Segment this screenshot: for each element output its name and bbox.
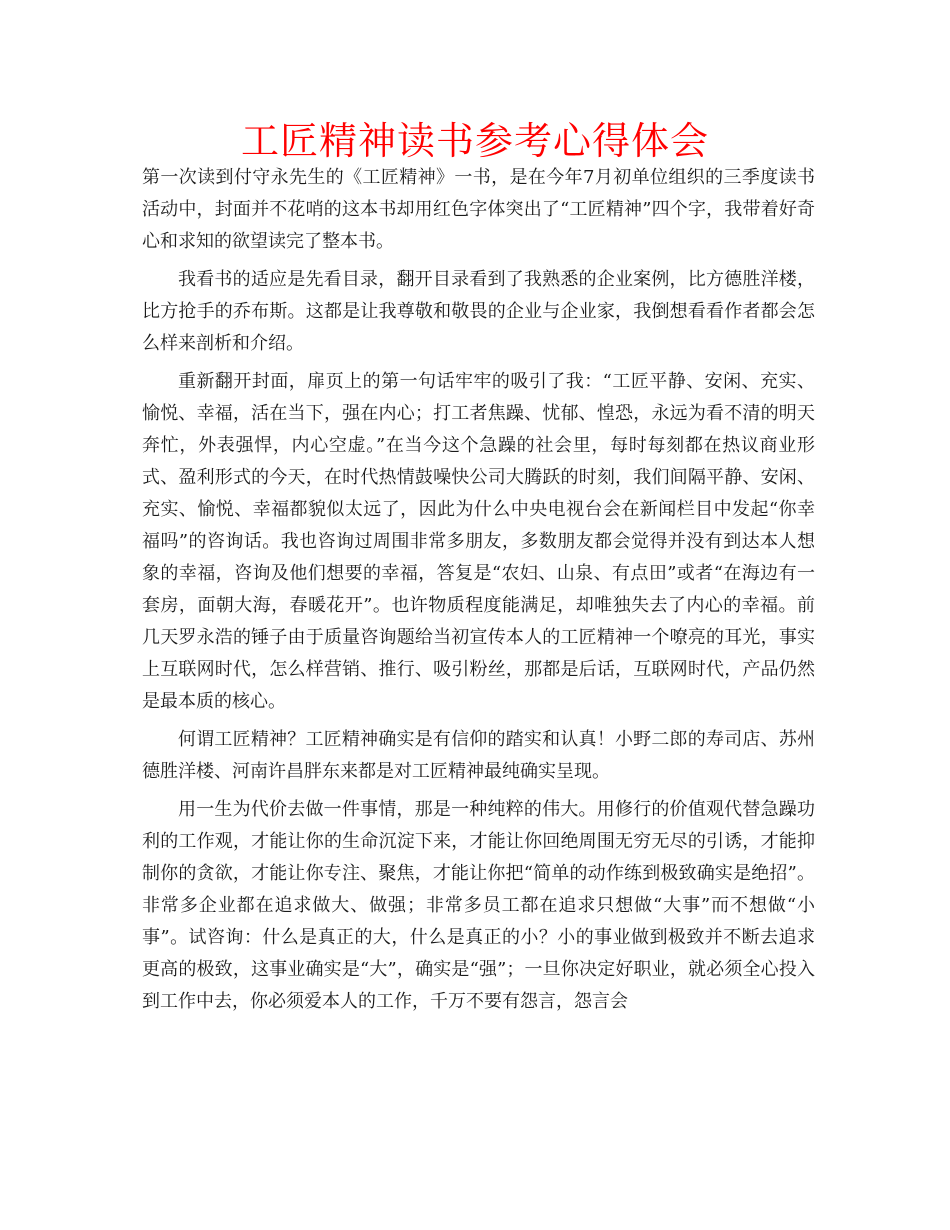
paragraph-5: 用一生为代价去做一件事情，那是一种纯粹的伟大。用修行的价值观代替急躁功利的工作观，才能让你的生命沉淀下来，才能让你回绝周围无穷无尽的引诱，才能抑制你的贪欲，才能让你专注、聚焦，才能让你把“简单的动作练到极致确实是绝招”。非常多企业都在追求做大、做强；非常多员工都在追求只想做“大事”而不想做“小事”。试咨询：什么是真正的大，什么是真正的小？小的事业做到极致并不断去追求更高的极致，这事业确实是“大”，确实是“强”；一旦你决定好职业，就必须全心投入到工作中去，你必须爱本人的工作，千万不要有怨言，怨言会: [142, 799, 815, 1012]
document-body: [142, 162, 815, 1024]
paragraph-1: 第一次读到付守永先生的《工匠精神》一书，是在今年7月初单位组织的三季度读书活动中，封面并不花哨的这本书却用红色字体突出了“工匠精神”四个字，我带着好奇心和求知的欲望读完了整本书。: [142, 167, 815, 252]
document-title: 工匠精神读书参考心得体会: [240, 119, 709, 163]
paragraph-4: 何谓工匠精神？工匠精神确实是有信仰的踏实和认真！小野二郎的寿司店、苏州德胜洋楼、河南许昌胖东来都是对工匠精神最纯确实呈现。: [142, 729, 815, 782]
paragraph-2: 我看书的适应是先看目录，翻开目录看到了我熟悉的企业案例，比方德胜洋楼，比方抢手的乔布斯。这都是让我尊敬和敬畏的企业与企业家，我倒想看看作者都会怎么样来剖析和介绍。: [142, 269, 815, 354]
paragraph-3: 重新翻开封面，扉页上的第一句话牢牢的吸引了我：“工匠平静、安闲、充实、愉悦、幸福，活在当下，强在内心；打工者焦躁、忧郁、惶恐，永远为看不清的明天奔忙，外表强悍，内心空虚。”在当今这个急躁的社会里，每时每刻都在热议商业形式、盈利形式的今天，在时代热情鼓噪快公司大腾跃的时刻，我们间隔平静、安闲、充实、愉悦、幸福都貌似太远了，因此为什么中央电视台会在新闻栏目中发起“你幸福吗”的咨询话。我也咨询过周围非常多朋友，多数朋友都会觉得并没有到达本人想象的幸福，咨询及他们想要的幸福，答复是“农妇、山泉、有点田”或者“在海边有一套房，面朝大海，春暖花开”。也许物质程度能满足，却唯独失去了内心的幸福。前几天罗永浩的锤子由于质量咨询题给当初宣传本人的工匠精神一个嘹亮的耳光，事实上互联网时代，怎么样营销、推行、吸引粉丝，那都是后话，互联网时代，产品仍然是最本质的核心。: [142, 371, 815, 712]
